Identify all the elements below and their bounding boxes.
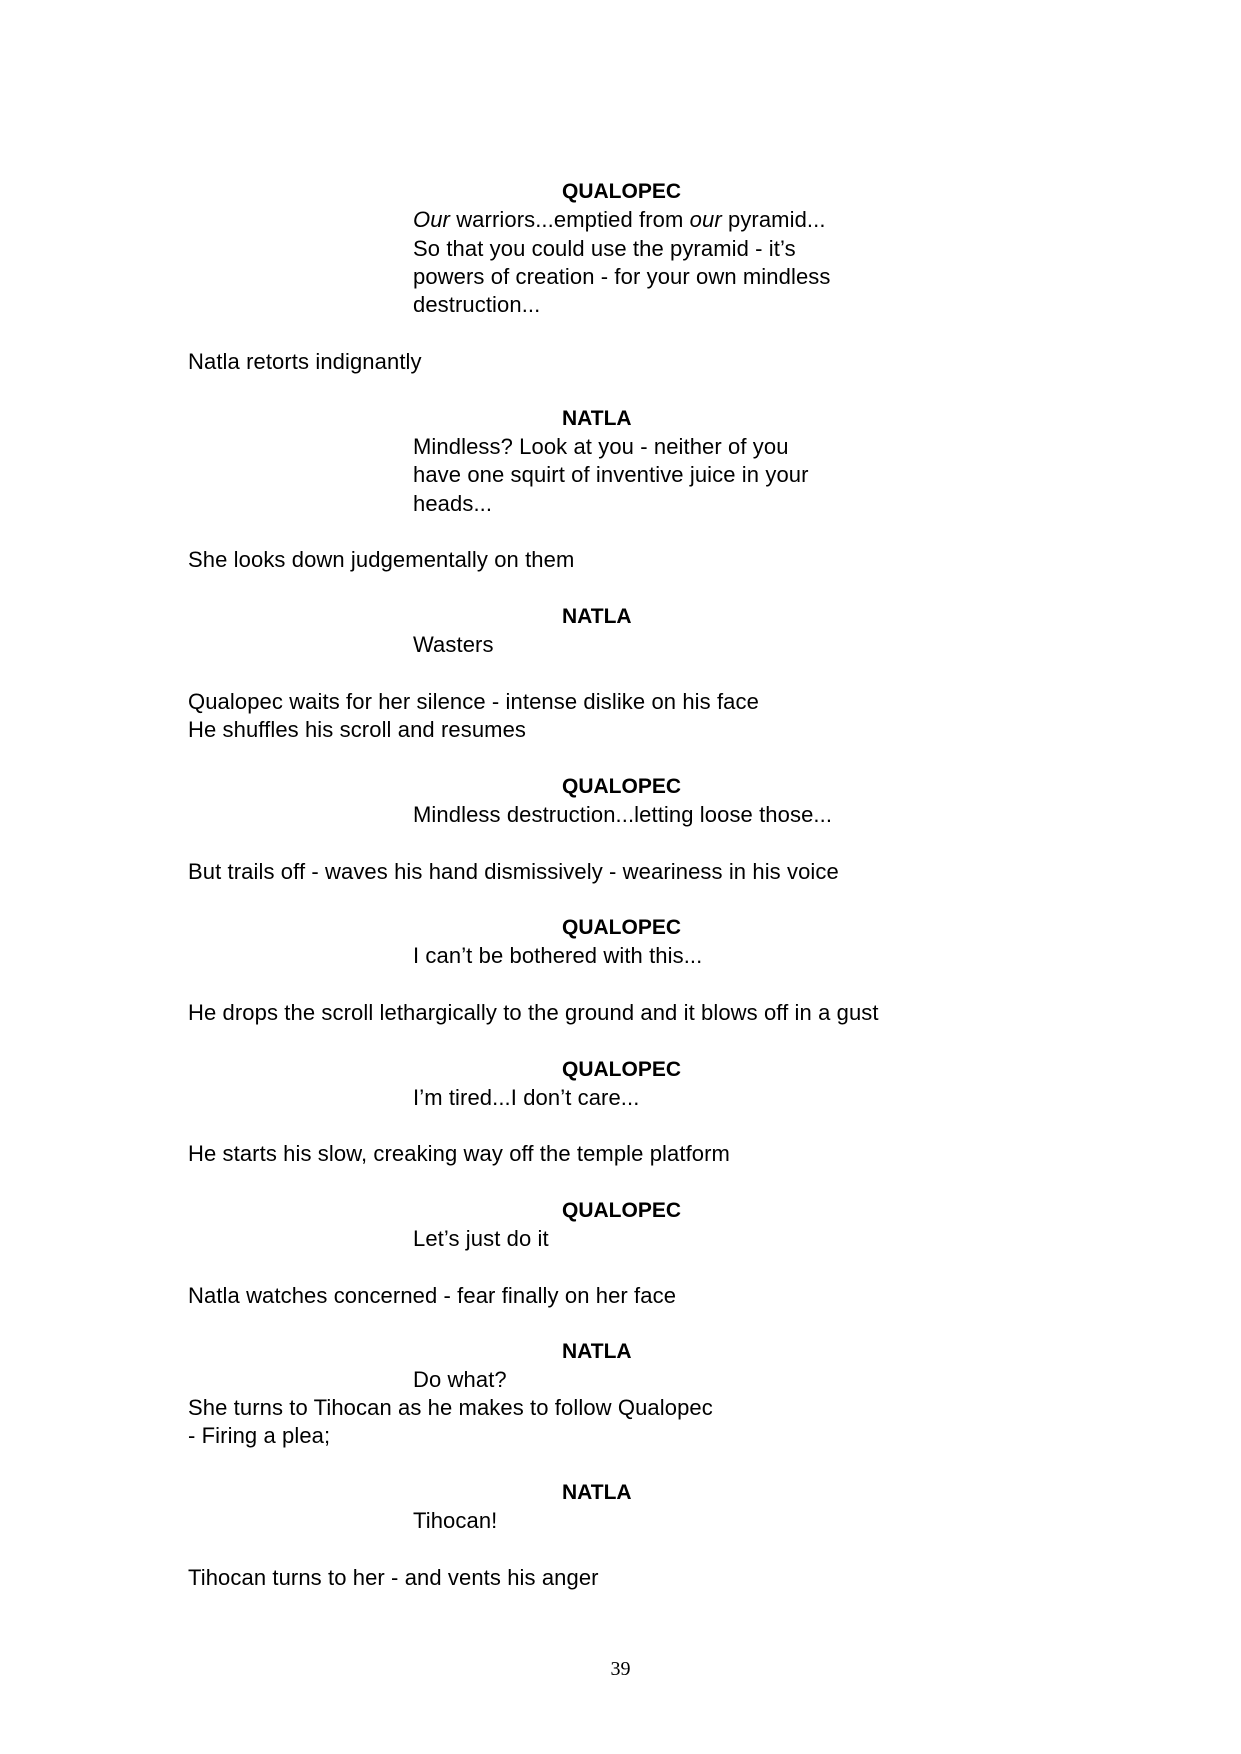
character-name: QUALOPEC (562, 1199, 682, 1222)
action-line: She looks down judgementally on them (188, 547, 575, 572)
dialogue-line: heads... (413, 491, 493, 516)
action-line: Tihocan turns to her - and vents his anger (188, 1565, 599, 1590)
dialogue-line: Our warriors...emptied from our pyramid... (413, 207, 826, 232)
dialogue-line: Do what? (413, 1367, 507, 1392)
dialogue-line: Tihocan! (413, 1508, 498, 1533)
dialogue-line: I can’t be bothered with this... (413, 943, 703, 968)
dialogue-line: So that you could use the pyramid - it’s (413, 236, 796, 261)
character-name: QUALOPEC (562, 180, 682, 203)
dialogue-line: Mindless? Look at you - neither of you (413, 434, 789, 459)
action-line: He starts his slow, creaking way off the temple platform (188, 1141, 730, 1166)
dialogue-line: powers of creation - for your own mindless (413, 264, 831, 289)
character-name: QUALOPEC (562, 916, 682, 939)
action-line: She turns to Tihocan as he makes to follow Qualopec (188, 1395, 713, 1420)
dialogue-line: have one squirt of inventive juice in your (413, 462, 809, 487)
action-line: He shuffles his scroll and resumes (188, 717, 527, 742)
emphasis: Our (413, 207, 450, 232)
action-line: Natla retorts indignantly (188, 349, 422, 374)
dialogue-line: Wasters (413, 632, 494, 657)
emphasis: our (689, 207, 722, 232)
character-name: NATLA (562, 605, 632, 628)
dialogue-line: Let’s just do it (413, 1226, 549, 1251)
action-line: But trails off - waves his hand dismissively - weariness in his voice (188, 859, 839, 884)
character-name: QUALOPEC (562, 1058, 682, 1081)
page-number: 39 (610, 1658, 631, 1680)
character-name: NATLA (562, 407, 632, 430)
dialogue-line: Mindless destruction...letting loose those... (413, 802, 833, 827)
action-line: Qualopec waits for her silence - intense dislike on his face (188, 689, 759, 714)
action-line: - Firing a plea; (188, 1423, 331, 1448)
character-name: QUALOPEC (562, 775, 682, 798)
character-name: NATLA (562, 1481, 632, 1504)
character-name: NATLA (562, 1340, 632, 1363)
dialogue-line: destruction... (413, 292, 541, 317)
action-line: He drops the scroll lethargically to the ground and it blows off in a gust (188, 1000, 879, 1025)
dialogue-line: I’m tired...I don’t care... (413, 1085, 640, 1110)
action-line: Natla watches concerned - fear finally on her face (188, 1283, 677, 1308)
